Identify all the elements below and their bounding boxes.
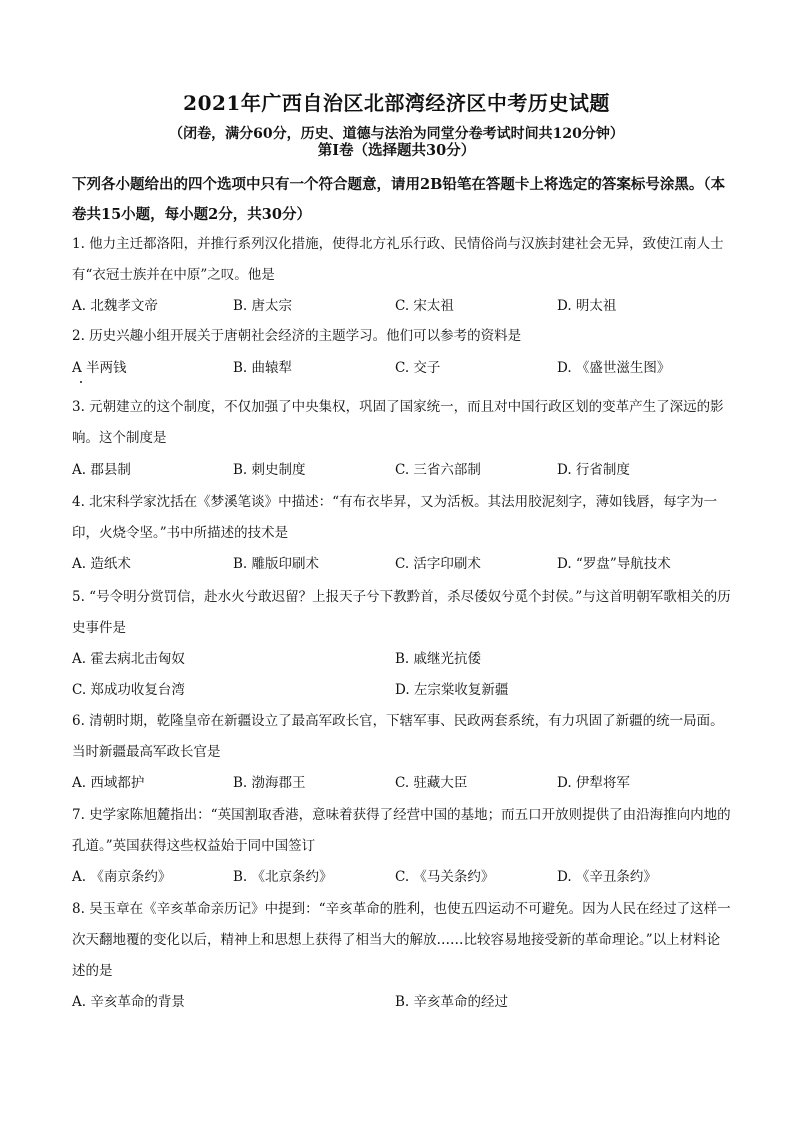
question-6-stem: 6. 清朝时期，乾隆皇帝在新疆设立了最高军政长官，下辖军事、民政两套系统，有力巩固了新疆的统一局面。当时新疆最高军政长官是 <box>72 713 724 760</box>
question-8-stem: 8. 吴玉章在《辛亥革命亲历记》中提到：“辛亥革命的胜利，也使五四运动不可避免。因为人民在经过了这样一次天翻地覆的变化以后，精神上和思想上获得了相当大的解放……比较容易地接受新的革命理论。”以上材料论述的是 <box>72 901 731 979</box>
section-heading: 第Ⅰ卷（选择题共30分） <box>317 142 476 159</box>
option-d: D. 明太祖 <box>557 298 617 314</box>
question-5-options-row2 <box>72 675 732 705</box>
option-a: A. 《南京条约》 <box>72 869 172 885</box>
option-b: B. 渤海郡王 <box>233 775 306 791</box>
option-d: D. 左宗棠收复新疆 <box>395 682 509 698</box>
option-c: C. 郑成功收复台湾 <box>72 682 185 698</box>
question-1-options <box>72 291 732 321</box>
option-a: A. 辛亥革命的背景 <box>72 994 185 1010</box>
option-a: A. 造纸术 <box>72 556 131 572</box>
option-b: B. 唐太宗 <box>233 298 293 314</box>
option-d: D. “罗盘”导航技术 <box>557 556 671 572</box>
option-b: B. 《北京条约》 <box>233 869 333 885</box>
question-2-options <box>72 353 732 383</box>
option-c: C. 三省六部制 <box>395 462 481 478</box>
option-d: D. 《盛世滋生图》 <box>557 360 671 376</box>
option-c: C. 交子 <box>395 360 441 376</box>
option-b: B. 辛亥革命的经过 <box>395 994 509 1010</box>
option-d: D. 《辛丑条约》 <box>557 869 657 885</box>
option-d: D. 行省制度 <box>557 462 630 478</box>
option-c: C. 驻藏大臣 <box>395 775 468 791</box>
exam-title: 2021年广西自治区北部湾经济区中考历史试题 <box>183 91 610 115</box>
option-b: B. 曲辕犁 <box>233 360 293 376</box>
question-5-stem: 5. “号令明分赏罚信，赴水火兮敢迟留？上报天子兮下教黔首，杀尽倭奴兮觅个封侯。”与这首明朝军歌相关的历史事件是 <box>72 589 731 636</box>
question-3-options <box>72 455 732 485</box>
option-a: A 半两钱 <box>72 360 127 376</box>
option-b: B. 雕版印刷术 <box>233 556 320 572</box>
option-d: D. 伊犁将军 <box>557 775 630 791</box>
option-c: C. 《马关条约》 <box>395 869 495 885</box>
question-6-options <box>72 768 732 798</box>
instructions: 下列各小题给出的四个选项中只有一个符合题意，请用2B铅笔在答题卡上将选定的答案标号涂黑。（本卷共15小题，每小题2分，共30分） <box>72 176 726 223</box>
question-7-stem: 7. 史学家陈旭麓指出：“英国割取香港，意味着获得了经营中国的基地；而五口开放则提供了由沿海推向内地的孔道。”英国获得这些权益始于同中国签订 <box>72 807 731 854</box>
question-5-options-row1 <box>72 644 732 674</box>
question-8-options <box>72 987 732 1017</box>
stray-mark <box>80 381 82 383</box>
question-4-options <box>72 549 732 579</box>
question-4-stem: 4. 北宋科学家沈括在《梦溪笔谈》中描述：“有布衣毕昇，又为活板。其法用胶泥刻字，薄如钱唇，每字为一印，火烧令坚。”书中所描述的技术是 <box>72 494 718 541</box>
option-a: A. 郡县制 <box>72 462 131 478</box>
option-c: C. 宋太祖 <box>395 298 454 314</box>
option-b: B. 戚继光抗倭 <box>395 651 482 667</box>
question-7-options <box>72 862 732 892</box>
exam-subtitle: （闭卷，满分60分，历史、道德与法治为同堂分卷考试时间共120分钟） <box>169 126 624 142</box>
question-3-stem: 3. 元朝建立的这个制度，不仅加强了中央集权，巩固了国家统一，而且对中国行政区划的变革产生了深远的影响。这个制度是 <box>72 399 724 446</box>
question-2-stem: 2. 历史兴趣小组开展关于唐朝社会经济的主题学习。他们可以参考的资料是 <box>72 328 522 344</box>
option-b: B. 刺史制度 <box>233 462 306 478</box>
option-a: A. 西域都护 <box>72 775 145 791</box>
question-1-stem: 1. 他力主迁都洛阳，并推行系列汉化措施，使得北方礼乐行政、民情俗尚与汉族封建社会无异，致使江南人士有“衣冠士族并在中原”之叹。他是 <box>72 236 724 283</box>
option-c: C. 活字印刷术 <box>395 556 481 572</box>
option-a: A. 北魏孝文帝 <box>72 298 158 314</box>
option-a: A. 霍去病北击匈奴 <box>72 651 185 667</box>
